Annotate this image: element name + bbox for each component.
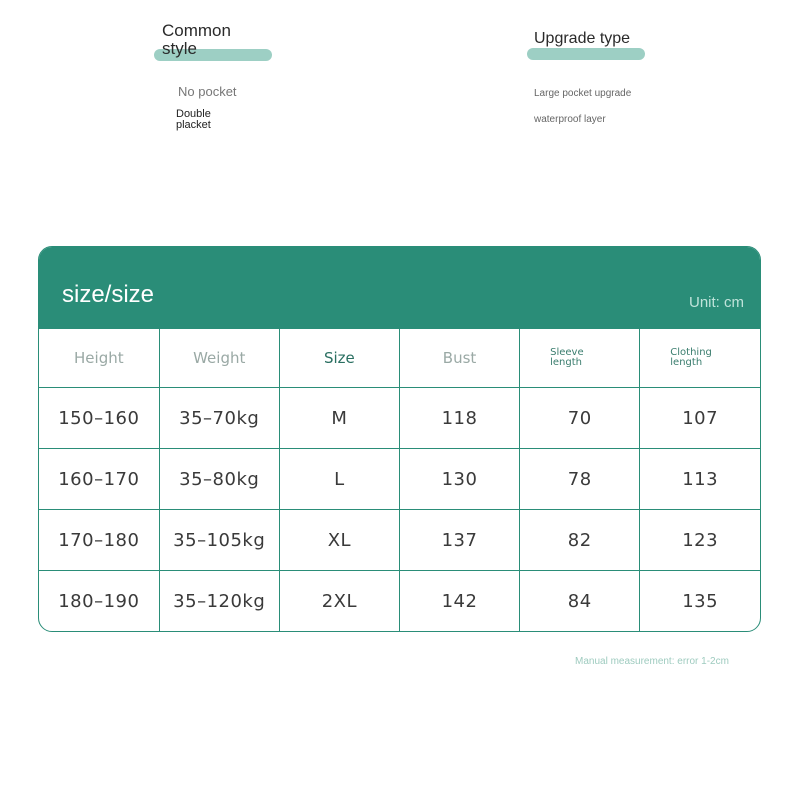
upgrade-type-section xyxy=(534,30,674,48)
cell-bust: 130 xyxy=(399,449,519,510)
size-chart-header xyxy=(39,247,760,329)
cell-clothing-length: 107 xyxy=(640,388,760,449)
cell-weight: 35–80kg xyxy=(159,449,279,510)
cell-size: 2XL xyxy=(279,571,399,632)
cell-sleeve-length: 82 xyxy=(520,510,640,571)
cell-weight: 35–120kg xyxy=(159,571,279,632)
header-height: Height xyxy=(39,329,159,388)
cell-bust: 142 xyxy=(399,571,519,632)
size-table xyxy=(39,329,760,631)
common-style-section xyxy=(162,22,282,58)
cell-clothing-length: 113 xyxy=(640,449,760,510)
common-style-title: Common style xyxy=(162,21,231,58)
cell-weight: 35–105kg xyxy=(159,510,279,571)
cell-size: XL xyxy=(279,510,399,571)
upgrade-type-underline xyxy=(527,48,645,60)
table-row xyxy=(39,571,760,632)
measurement-note: Manual measurement: error 1-2cm xyxy=(575,656,729,667)
cell-clothing-length: 135 xyxy=(640,571,760,632)
unit-label: Unit: cm xyxy=(688,294,744,311)
table-header-row xyxy=(39,329,760,388)
cell-sleeve-length: 84 xyxy=(520,571,640,632)
table-row xyxy=(39,510,760,571)
size-chart-title: size/size xyxy=(62,281,155,308)
cell-clothing-length: 123 xyxy=(640,510,760,571)
table-row xyxy=(39,388,760,449)
header-bust: Bust xyxy=(399,329,519,388)
feature-waterproof-layer: waterproof layer xyxy=(534,114,606,125)
table-row xyxy=(39,449,760,510)
cell-size: M xyxy=(279,388,399,449)
cell-bust: 137 xyxy=(399,510,519,571)
cell-bust: 118 xyxy=(399,388,519,449)
header-weight: Weight xyxy=(159,329,279,388)
header-sleeve-length xyxy=(520,329,640,388)
size-chart xyxy=(38,246,761,632)
feature-large-pocket: Large pocket upgrade xyxy=(534,88,632,99)
cell-height: 160–170 xyxy=(39,449,159,510)
cell-height: 150–160 xyxy=(39,388,159,449)
cell-sleeve-length: 70 xyxy=(520,388,640,449)
header-clothing-length xyxy=(640,329,760,388)
cell-sleeve-length: 78 xyxy=(520,449,640,510)
cell-size: L xyxy=(279,449,399,510)
header-size: Size xyxy=(279,329,399,388)
cell-height: 170–180 xyxy=(39,510,159,571)
cell-weight: 35–70kg xyxy=(159,388,279,449)
header-sleeve-length-label: Sleeve length xyxy=(550,347,584,368)
upgrade-type-title: Upgrade type xyxy=(534,30,631,47)
cell-height: 180–190 xyxy=(39,571,159,632)
feature-double-placket: Double placket xyxy=(176,108,211,131)
header-clothing-length-label: Clothing length xyxy=(670,347,712,368)
feature-no-pocket: No pocket xyxy=(178,84,237,99)
